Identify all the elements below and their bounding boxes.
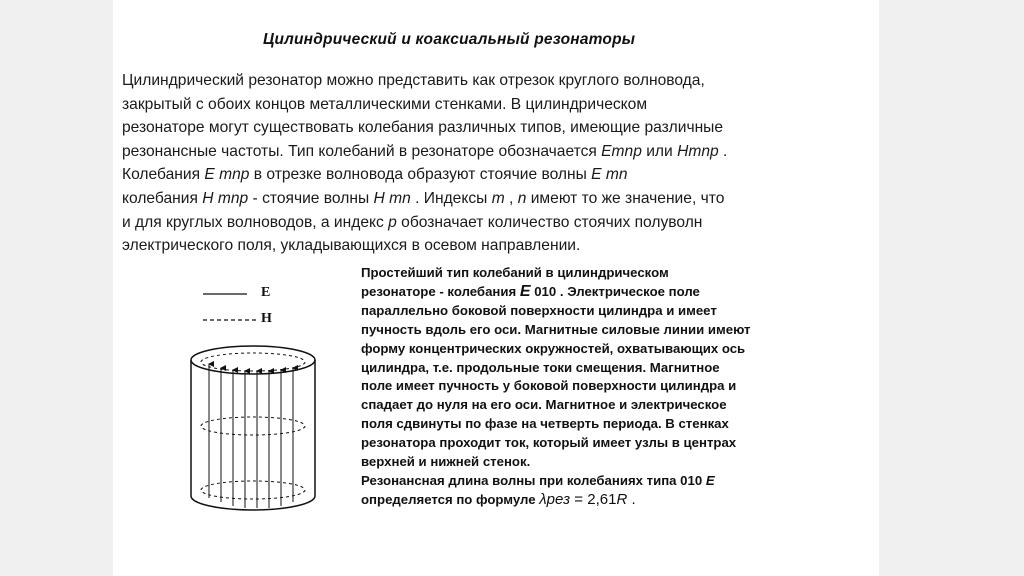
paragraph-line — [122, 187, 877, 211]
text: верхней и нижней стенок. — [361, 454, 531, 470]
text: определяется по формуле — [361, 491, 540, 507]
symbol: H mnp — [202, 189, 249, 207]
text: обозначает количество стоячих полуволн — [396, 213, 703, 231]
text: резонаторе могут существовать колебания различных типов, имеющие различные — [122, 119, 724, 137]
description-line — [361, 340, 871, 359]
field-legend — [201, 284, 321, 334]
formula-symbol: λрез — [539, 490, 571, 508]
symbol: n — [517, 189, 527, 207]
text: электрического поля, укладывающихся в осевом направлении. — [122, 237, 581, 255]
description-line — [361, 283, 871, 302]
text: . Индексы — [410, 189, 492, 207]
symbol: H mn — [373, 189, 411, 207]
description-line — [361, 434, 871, 453]
symbol: E mnp — [204, 166, 250, 184]
text: Цилиндрический резонатор можно представить как отрезок круглого волновода, — [122, 72, 705, 89]
description-line — [361, 415, 871, 434]
paragraph-line — [122, 116, 877, 140]
cylinder-resonator-figure — [183, 338, 323, 523]
text: форму концентрических окружностей, охватывающих ось — [361, 340, 746, 356]
description-line — [361, 472, 871, 491]
paragraph-line — [122, 234, 877, 258]
paragraph-line — [122, 163, 877, 187]
intro-paragraph — [122, 69, 877, 258]
symbol: E — [519, 282, 531, 300]
description-line — [361, 321, 871, 340]
text: , — [504, 189, 518, 207]
description-line — [361, 491, 871, 510]
text: спадает до нуля на его оси. Магнитное и электрическое — [361, 397, 727, 413]
text: 010 . Электрическое поле — [530, 283, 700, 299]
formula-symbol: R — [616, 490, 628, 508]
symbol: p — [388, 213, 397, 231]
text: . — [718, 142, 728, 160]
symbol: E mn — [591, 166, 628, 184]
text: резонатора проходит ток, который имеет узлы в центрах — [361, 435, 737, 451]
description-line — [361, 453, 871, 472]
formula-value: = 2,61 — [570, 490, 617, 508]
paragraph-line — [122, 93, 877, 117]
slide-page — [113, 0, 879, 576]
description-line — [361, 264, 871, 283]
description-line — [361, 359, 871, 378]
paragraph-line — [122, 211, 877, 235]
paragraph-line — [122, 140, 877, 164]
text: Колебания — [122, 166, 205, 184]
text: или — [641, 142, 678, 160]
symbol: E — [705, 472, 715, 488]
description-line — [361, 377, 871, 396]
symbol: Hmnp — [677, 142, 719, 160]
text: поле имеет пучность у боковой поверхности цилиндра и — [361, 378, 737, 394]
text: . — [627, 490, 636, 508]
text: пучность вдоль его оси. Магнитные силовые линии имеют — [361, 321, 751, 337]
text: параллельно боковой поверхности цилиндра и имеет — [361, 302, 717, 318]
text: резонансные частоты. Тип колебаний в резонаторе обозначается — [122, 142, 602, 160]
legend-e-label: E — [261, 285, 271, 300]
paragraph-line — [122, 69, 877, 93]
text: закрытый с обоих концов металлическими стенками. В цилиндрическом — [122, 95, 648, 113]
text: Простейший тип колебаний в цилиндрическом — [361, 265, 669, 280]
text: в отрезке волновода образуют стоячие волны — [249, 166, 592, 184]
text: поля сдвинуты по фазе на четверть периода. В стенках — [361, 416, 729, 432]
description-line — [361, 302, 871, 321]
text: - стоячие волны — [248, 189, 374, 207]
description-line — [361, 396, 871, 415]
text: и для круглых волноводов, а индекс — [122, 213, 389, 231]
text: имеют то же значение, что — [526, 189, 725, 207]
text: Резонансная длина волны при колебаниях типа 010 — [361, 472, 706, 488]
e010-description — [361, 264, 871, 510]
text: резонаторе - колебания — [361, 283, 520, 299]
symbol: m — [491, 189, 505, 207]
text: колебания — [122, 189, 203, 207]
legend-h-label: H — [261, 311, 272, 326]
text: цилиндра, т.е. продольные токи смещения. Магнитное — [361, 359, 720, 375]
cylinder-diagram — [183, 338, 323, 518]
slide-title: Цилиндрический и коаксиальный резонаторы — [263, 31, 636, 48]
symbol: Emnp — [601, 142, 642, 160]
